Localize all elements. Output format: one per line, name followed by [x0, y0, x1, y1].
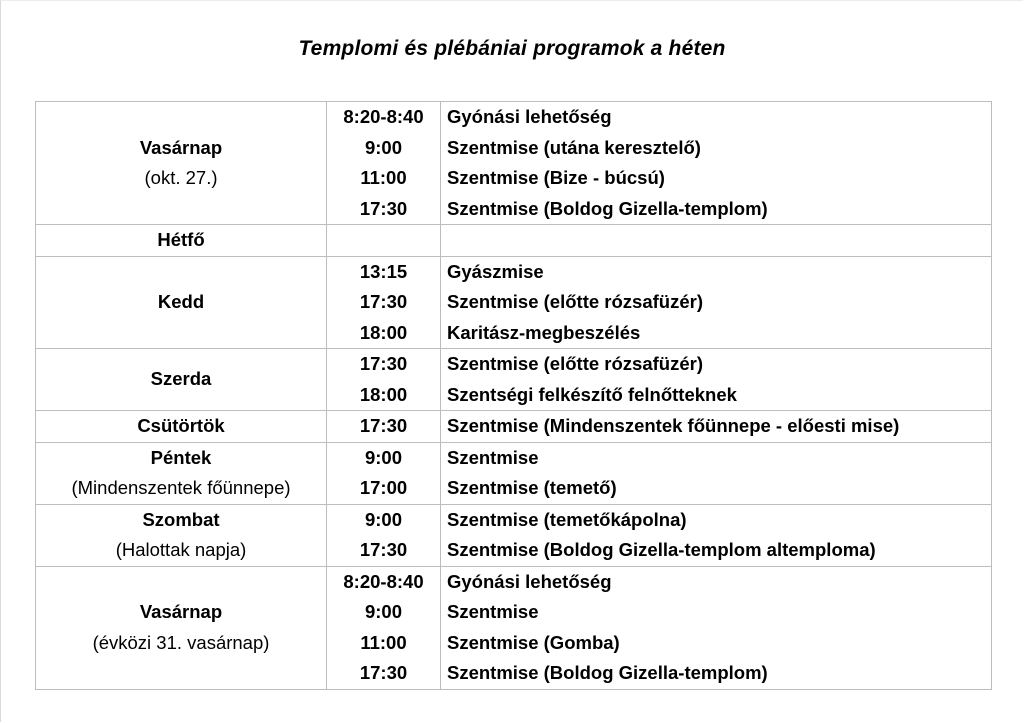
- event-description: Szentmise (előtte rózsafüzér): [447, 353, 703, 374]
- day-row: [36, 504, 992, 566]
- event-cell: [441, 102, 992, 225]
- event-time: 17:30: [359, 353, 408, 374]
- day-row: [36, 411, 992, 443]
- day-cell: [36, 442, 327, 504]
- day-subtitle: (Mindenszentek főünnepe): [71, 477, 291, 498]
- day-name: Hétfő: [157, 229, 205, 250]
- event-time: 9:00: [364, 136, 403, 158]
- event-description: Szentségi felkészítő felnőtteknek: [447, 383, 737, 405]
- event-description: Gyónási lehetőség: [447, 570, 612, 592]
- event-time: 17:30: [359, 539, 408, 560]
- event-cell: [441, 349, 992, 411]
- day-row: [36, 442, 992, 504]
- event-time: 17:30: [359, 197, 408, 219]
- day-row: [36, 102, 992, 225]
- event-description: Szentmise: [447, 601, 539, 622]
- event-time: 17:30: [359, 662, 408, 683]
- time-cell: [327, 225, 441, 257]
- event-description: Szentmise (temetőkápolna): [447, 508, 687, 530]
- day-cell: [36, 256, 327, 349]
- event-cell: [441, 442, 992, 504]
- schedule-table: [35, 101, 992, 690]
- time-cell: [327, 349, 441, 411]
- event-time: 17:30: [359, 415, 408, 436]
- day-cell: [36, 504, 327, 566]
- event-cell: [441, 566, 992, 689]
- day-name: Szerda: [150, 368, 212, 390]
- event-cell: [441, 411, 992, 443]
- day-row: [36, 349, 992, 411]
- day-cell: [36, 566, 327, 689]
- event-description: Szentmise (előtte rózsafüzér): [447, 291, 703, 312]
- event-time: 18:00: [359, 321, 408, 343]
- event-time: 11:00: [360, 631, 407, 653]
- day-name: Vasárnap: [139, 601, 223, 622]
- event-description: Gyónási lehetőség: [447, 106, 612, 127]
- event-cell: [441, 504, 992, 566]
- event-description: Karitász-megbeszélés: [447, 321, 641, 343]
- event-time: 11:00: [360, 167, 407, 188]
- event-time: [327, 225, 440, 256]
- day-cell: [36, 349, 327, 411]
- event-time: 9:00: [364, 601, 403, 622]
- event-description: Szentmise (Boldog Gizella-templom): [447, 662, 768, 683]
- event-description: Szentmise: [447, 446, 539, 468]
- event-time: 13:15: [359, 260, 408, 282]
- event-time: 8:20-8:40: [343, 570, 424, 592]
- event-description: Szentmise (Gomba): [447, 631, 620, 653]
- day-subtitle: (Halottak napja): [115, 539, 247, 560]
- event-description: [441, 225, 991, 256]
- time-cell: [327, 411, 441, 443]
- event-cell: [441, 225, 992, 257]
- day-name: Csütörtök: [137, 415, 225, 436]
- event-description: Gyászmise: [447, 260, 544, 282]
- event-time: 9:00: [364, 446, 403, 468]
- event-time: 18:00: [359, 383, 408, 405]
- event-cell: [441, 256, 992, 349]
- day-subtitle: (okt. 27.): [144, 167, 218, 188]
- time-cell: [327, 256, 441, 349]
- day-cell: [36, 411, 327, 443]
- day-name: Vasárnap: [139, 136, 223, 158]
- day-name: Szombat: [142, 508, 220, 530]
- event-time: 8:20-8:40: [343, 106, 424, 127]
- time-cell: [327, 442, 441, 504]
- day-cell: [36, 225, 327, 257]
- day-row: [36, 256, 992, 349]
- page-title: Templomi és plébániai programok a héten: [298, 37, 726, 60]
- event-description: Szentmise (utána keresztelő): [447, 136, 701, 158]
- day-name: Kedd: [157, 291, 205, 312]
- event-description: Szentmise (temető): [447, 477, 617, 498]
- event-description: Szentmise (Boldog Gizella-templom): [447, 197, 768, 219]
- time-cell: [327, 504, 441, 566]
- event-description: Szentmise (Boldog Gizella-templom altemploma): [447, 539, 876, 560]
- time-cell: [327, 102, 441, 225]
- event-time: 9:00: [364, 508, 403, 530]
- day-name: Péntek: [150, 446, 212, 468]
- event-description: Szentmise (Mindenszentek főünnepe - előesti mise): [447, 415, 900, 436]
- event-time: 17:30: [359, 291, 408, 312]
- day-row: [36, 225, 992, 257]
- event-time: 17:00: [359, 477, 408, 498]
- day-row: [36, 566, 992, 689]
- schedule-body: [36, 102, 992, 690]
- day-subtitle: (évközi 31. vasárnap): [92, 631, 270, 653]
- time-cell: [327, 566, 441, 689]
- day-cell: [36, 102, 327, 225]
- event-description: Szentmise (Bize - búcsú): [447, 167, 665, 188]
